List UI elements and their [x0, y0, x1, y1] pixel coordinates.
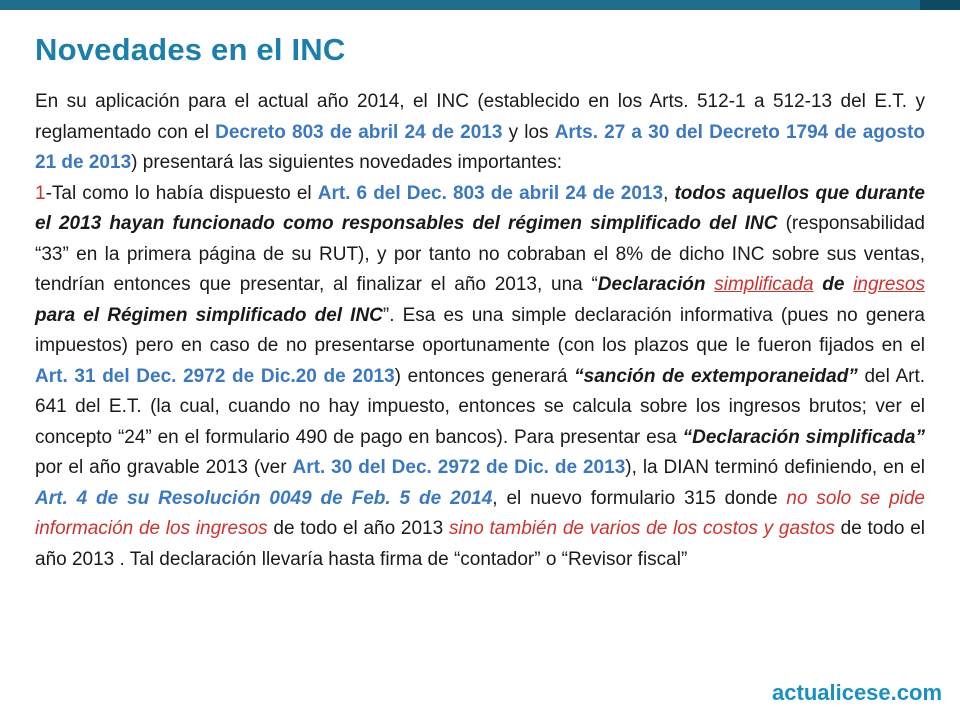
- text-run: por el año gravable 2013 (ver: [35, 457, 293, 478]
- text-run: ), la DIAN terminó definiendo, en el: [625, 457, 925, 478]
- point-1-paragraph: [35, 179, 925, 576]
- decree-reference-link[interactable]: Arts. 27 a 30 del Decreto 1794 de agosto 21 de 2013: [35, 121, 926, 173]
- text-run: de todo el año 2013 . Tal declaración llevaría hasta firma de “contador” o “Revisor fiscal”: [35, 518, 925, 570]
- text-run: ”. Esa es una simple declaración informativa (pues no genera impuestos) pero en caso de no presentarse oportunamente (con los plazos que le fueron fijados en el: [35, 304, 925, 356]
- slide-title: Novedades en el INC: [35, 32, 346, 67]
- brand-footer[interactable]: actualicese.com: [772, 680, 942, 705]
- red-italic-text: no solo se pide información de los ingresos: [35, 487, 925, 539]
- text-run: ) entonces generará: [394, 365, 575, 387]
- text-run: del Art. 641 del E.T. (la cual, cuando no hay impuesto, entonces se calcula sobre los ingresos brutos; ver el concepto “24” en el formulario 490 de pago en bancos). Para presentar esa: [35, 365, 926, 448]
- point-number: 1: [35, 182, 46, 204]
- text-run: -Tal como lo había dispuesto el: [45, 182, 318, 204]
- underlined-red-text: simplificada: [714, 274, 814, 295]
- underlined-red-text: ingresos: [853, 274, 926, 295]
- decree-reference-link[interactable]: Art. 30 del Dec. 2972 de Dic. de 2013: [292, 457, 626, 478]
- emphasis-text: “sanción de extemporaneidad”: [574, 365, 858, 387]
- decree-reference-link[interactable]: Decreto 803 de abril 24 de 2013: [215, 121, 503, 143]
- intro-paragraph: [35, 87, 925, 179]
- text-run: ) presentará las siguientes novedades importantes:: [131, 152, 563, 173]
- slide-body: [35, 87, 925, 575]
- red-italic-text: sino también de varios de los costos y gastos: [448, 518, 835, 539]
- emphasis-text: Declaración: [597, 274, 715, 295]
- text-run: , el nuevo formulario 315 donde: [492, 487, 787, 509]
- top-accent-bar: [0, 0, 960, 10]
- top-accent-bar-end: [920, 0, 960, 10]
- text-run: En su aplicación para el actual año 2014, el INC (establecido en los Arts. 512-1 a 512-13 del E.T. y reglamentado con el: [35, 91, 925, 143]
- emphasis-text: “Declaración simplificada”: [682, 426, 925, 448]
- text-run: (responsabilidad “33” en la primera página de su RUT), y por tanto no cobraban el 8% de dicho INC sobre sus ventas, tendrían entonces que presentar, al finalizar el año 2013, una “: [35, 213, 925, 295]
- top-accent-bar-main: [0, 0, 920, 10]
- emphasis-text: de: [813, 274, 854, 295]
- resolution-reference-link[interactable]: Art. 4 de su Resolución 0049 de Feb. 5 de 2014: [35, 487, 493, 509]
- text-run: y los: [502, 121, 555, 143]
- text-run: de todo el año 2013: [267, 518, 449, 539]
- decree-reference-link[interactable]: Art. 6 del Dec. 803 de abril 24 de 2013: [317, 182, 664, 204]
- decree-reference-link[interactable]: Art. 31 del Dec. 2972 de Dic.20 de 2013: [35, 365, 395, 387]
- text-run: ,: [663, 182, 675, 204]
- emphasis-text: para el Régimen simplificado del INC: [35, 304, 383, 326]
- emphasis-text: todos aquellos que durante el 2013 hayan funcionado como responsables del régimen simplificado del INC: [35, 182, 925, 234]
